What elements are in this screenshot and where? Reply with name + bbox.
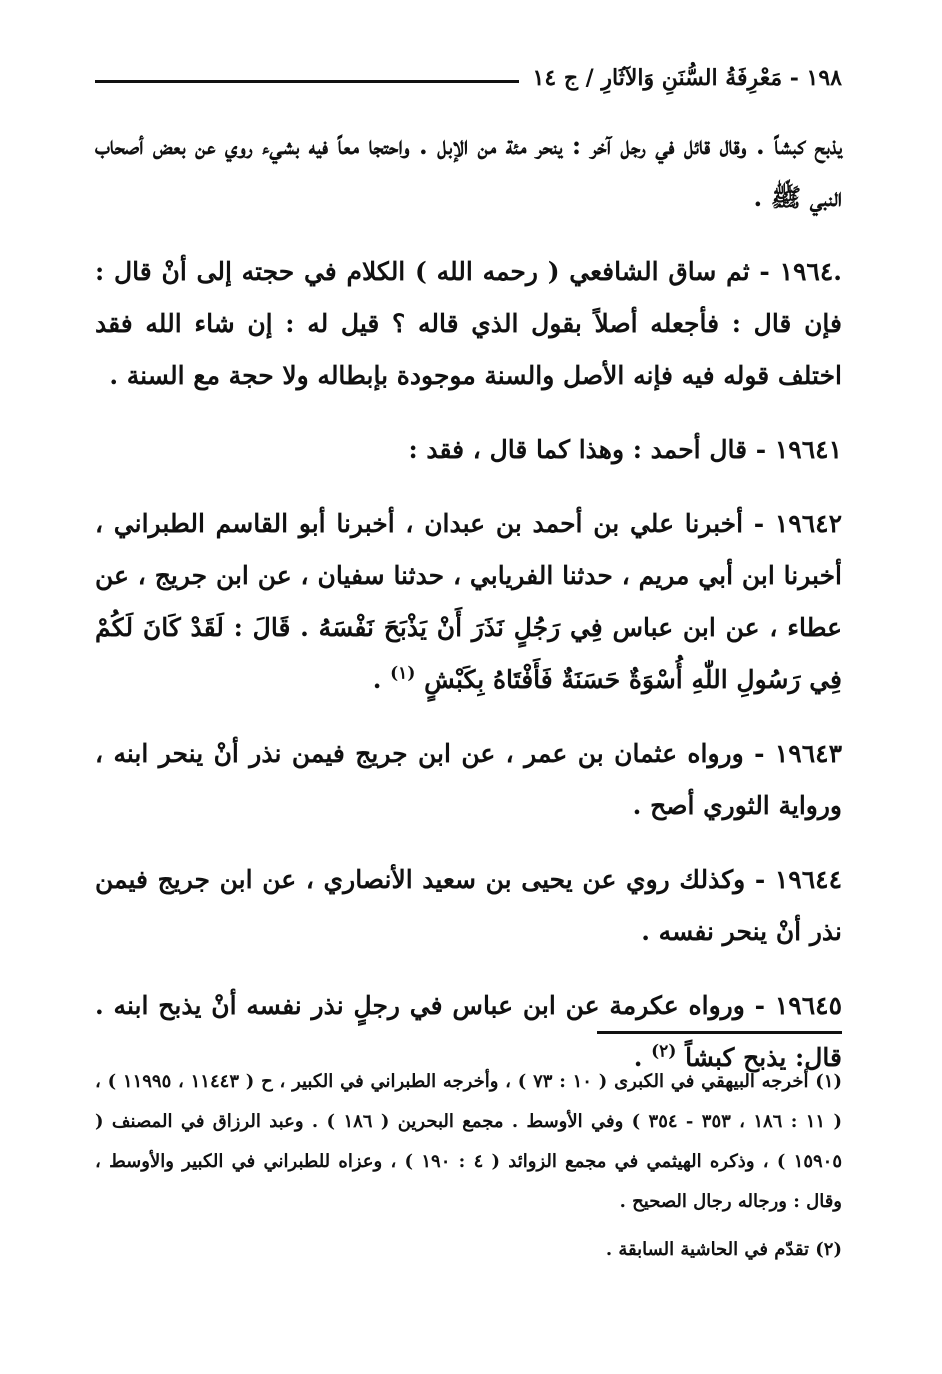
paragraph-19644: ١٩٦٤٤ - وكذلك روي عن يحيى بن سعيد الأنصاري ، عن ابن جريج فيمن نذر أنْ ينحر نفسه . <box>95 865 842 946</box>
paragraph-1: يذبح كبشاً . وقال قائل في رجل آخر : ينحر مئة من الإبل . واحتجا معاً فيه بشيء روي عن بعض أصحاب النبي ﷺ . <box>95 131 842 212</box>
footnote-1: (١) أخرجه البيهقي في الكبرى ( ١٠ : ٧٣ ) ، وأخرجه الطبراني في الكبير ، ح ( ١١٤٤٣ ، ١١٩٩٥ ) ، ( ١١ : ١٨٦ ، ٣٥٣ - ٣٥٤ ) وفي الأوسط . مجمع البحرين ( ١٨٦ ) . وعبد الرزاق في المصنف ( ١٥٩٠٥ ) ، وذكره الهيثمي في مجمع الزوائد ( ٤ : ١٩٠ ) ، وعزاه للطبراني في الكبير والأوسط ، وقال : ورجاله رجال الصحيح . <box>95 1071 843 1212</box>
paragraph-19645-end: . <box>633 1043 652 1072</box>
footnotes <box>95 1062 842 1278</box>
footnote-2: (٢) تقدّم في الحاشية السابقة . <box>605 1239 842 1260</box>
paragraph-19643: ١٩٦٤٣ - ورواه عثمان بن عمر ، عن ابن جريج فيمن نذر أنْ ينحر ابنه ، ورواية الثوري أصح . <box>95 739 842 820</box>
footnote-separator <box>597 1031 842 1034</box>
paragraph-19641: ١٩٦٤١ - قال أحمد : وهذا كما قال ، فقد : <box>408 435 842 464</box>
paragraph-19640: .١٩٦٤ - ثم ساق الشافعي ( رحمه الله ) الكلام في حجته إلى أنْ قال : فإن قال : فأجعله أصلاً بقول الذي قاله ؟ قيل له : إن شاء الله فقد اختلف قوله فيه فإنه الأصل والسنة موجودة بإبطاله ولا حجة مع السنة . <box>95 257 842 390</box>
page-header-title: ١٩٨ - مَعْرِفَةُ السُّنَنِ وَالآثَارِ / ج ١٤ <box>532 65 842 91</box>
running-header <box>95 58 842 98</box>
paragraph-19642-text: ١٩٦٤٢ - أخبرنا علي بن أحمد بن عبدان ، أخبرنا أبو القاسم الطبراني ، أخبرنا ابن أبي مريم ، حدثنا الفريابي ، حدثنا سفيان ، عن ابن جريج ، عن عطاء ، عن ابن عباس فِي رَجُلٍ نَذَرَ أَنْ يَذْبَحَ نَفْسَهُ . قَالَ : لَقَدْ كَانَ لَكُمْ فِي رَسُولِ اللّٰهِ أُسْوَةٌ حَسَنَةٌ فَأَفْتَاهُ بِكَبْشٍ <box>95 509 842 694</box>
paragraph-19642 <box>95 498 842 706</box>
main-text <box>95 120 842 1106</box>
footnote-ref-2[interactable]: (٢) <box>651 1041 677 1062</box>
paragraph-19645-text: ١٩٦٤٥ - ورواه عكرمة عن ابن عباس في رجلٍ نذر نفسه أنْ يذبح ابنه . قال: يذبح كبشاً <box>95 991 842 1072</box>
header-rule <box>95 80 519 83</box>
paragraph-19642-end: . <box>372 665 391 694</box>
footnote-ref-1[interactable]: (١) <box>390 663 416 684</box>
